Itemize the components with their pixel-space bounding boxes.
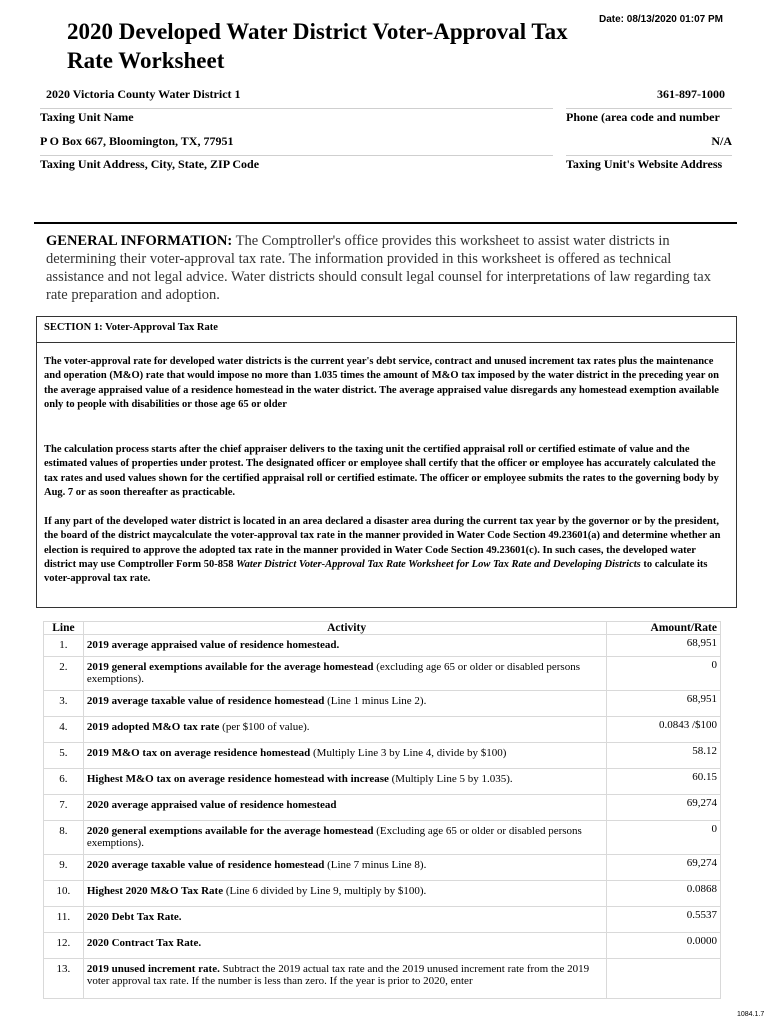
- activity-cell: [83, 795, 607, 821]
- amount-cell: 69,274: [607, 855, 721, 881]
- line-number: 6.: [44, 769, 84, 795]
- amount-cell: 0.0868: [607, 881, 721, 907]
- line-number: 8.: [44, 821, 84, 855]
- activity-label: 2019 general exemptions available for the average homestead: [86, 661, 374, 673]
- column-header-activity: Activity: [83, 622, 607, 635]
- section-divider: [34, 222, 737, 224]
- divider: [40, 155, 553, 156]
- amount-cell: 0: [607, 821, 721, 855]
- activity-cell: [83, 821, 607, 855]
- line-number: 10.: [44, 881, 84, 907]
- activity-label: 2020 average taxable value of residence homestead: [86, 859, 325, 871]
- table-row: [44, 769, 721, 795]
- worksheet-table: [43, 621, 721, 999]
- activity-cell: [83, 933, 607, 959]
- table-row: [44, 635, 721, 657]
- form-code: 1084.1.7: [737, 1011, 765, 1018]
- activity-cell: [83, 959, 607, 999]
- activity-cell: [83, 657, 607, 691]
- phone-value: 361-897-1000: [657, 87, 725, 101]
- website-value: N/A: [711, 134, 732, 148]
- amount-cell: 0.5537: [607, 907, 721, 933]
- table-row: [44, 959, 721, 999]
- general-heading: GENERAL INFORMATION:: [46, 233, 233, 249]
- activity-label: Highest M&O tax on average residence homestead with increase: [86, 773, 389, 785]
- amount-cell: 60.15: [607, 769, 721, 795]
- table-row: [44, 691, 721, 717]
- activity-label: 2019 M&O tax on average residence homestead: [86, 747, 311, 759]
- section-1-paragraph-1: The voter-approval rate for developed water districts is the current year's debt service, contract and unused increment tax rates plus the maintenance and operation (M&O) rate that would impose no more than 1.035 times the amount of M&O tax imposed by the water district in the preceding year on the average appraised value of a residence homestead in the water district. The average appraised value disregards any homestead exemption available only to people with disabilities or those age 65 or older: [44, 356, 719, 410]
- activity-cell: [83, 855, 607, 881]
- amount-cell: 58.12: [607, 743, 721, 769]
- line-number: 11.: [44, 907, 84, 933]
- amount-cell: 69,274: [607, 795, 721, 821]
- column-header-amount: Amount/Rate: [607, 622, 721, 635]
- amount-cell: 0: [607, 657, 721, 691]
- activity-description: (Multiply Line 3 by Line 4, divide by $100): [310, 747, 507, 759]
- amount-cell: 68,951: [607, 635, 721, 657]
- activity-description: Subtract the 2019 actual tax rate and the 2019 unused increment rate from the 2019 voter approval tax rate. If the number is less than zero. If the year is prior to 2020, enter: [86, 963, 590, 987]
- activity-label: 2019 average taxable value of residence homestead: [86, 695, 325, 707]
- form-title-italic: Water District Voter-Approval Tax Rate Worksheet for Low Tax Rate and Developing Districts: [236, 558, 641, 570]
- activity-description: (Line 1 minus Line 2).: [324, 695, 427, 707]
- date-stamp: Date: 08/13/2020 01:07 PM: [599, 14, 723, 25]
- divider: [566, 155, 732, 156]
- activity-cell: [83, 769, 607, 795]
- divider: [566, 108, 732, 109]
- general-information: [46, 232, 726, 304]
- table-row: [44, 795, 721, 821]
- activity-label: 2020 average appraised value of residence homestead: [86, 799, 337, 811]
- website-label: Taxing Unit's Website Address: [566, 157, 723, 171]
- line-number: 12.: [44, 933, 84, 959]
- activity-cell: [83, 881, 607, 907]
- section-divider: [37, 342, 735, 343]
- activity-description: (per $100 of value).: [219, 721, 310, 733]
- address-value: P O Box 667, Bloomington, TX, 77951: [40, 134, 234, 148]
- activity-description: (Excluding age 65 or older or disabled persons exemptions).: [86, 825, 582, 849]
- activity-cell: [83, 907, 607, 933]
- table-row: [44, 855, 721, 881]
- table-row: [44, 821, 721, 855]
- activity-cell: [83, 743, 607, 769]
- section-1-title: SECTION 1: Voter-Approval Tax Rate: [44, 322, 218, 333]
- amount-cell: [607, 959, 721, 999]
- table-row: [44, 743, 721, 769]
- activity-label: 2020 general exemptions available for the average homestead: [86, 825, 374, 837]
- table-row: [44, 907, 721, 933]
- activity-label: 2020 Contract Tax Rate.: [86, 937, 202, 949]
- amount-cell: 0.0000: [607, 933, 721, 959]
- line-number: 7.: [44, 795, 84, 821]
- line-number: 4.: [44, 717, 84, 743]
- table-row: [44, 657, 721, 691]
- section-1-paragraph-2: The calculation process starts after the chief appraiser delivers to the taxing unit the certified appraisal roll or certified estimate of value and the estimated values of properties under protest. The designated officer or employee shall certify that the officer or employee has accurately calculated the tax rates and used values shown for the certified appraisal roll or certified estimate. The officer or employee submits the rates to the governing body by Aug. 7 or as soon thereafter as practicable.: [44, 444, 719, 498]
- table-row: [44, 881, 721, 907]
- amount-cell: 0.0843 /$100: [607, 717, 721, 743]
- section-1-paragraph-3: [44, 515, 728, 586]
- activity-label: 2019 unused increment rate.: [86, 963, 220, 975]
- activity-label: 2019 average appraised value of residence homestead.: [86, 639, 340, 651]
- activity-label: 2020 Debt Tax Rate.: [86, 911, 182, 923]
- activity-label: Highest 2020 M&O Tax Rate: [86, 885, 224, 897]
- activity-label: 2019 adopted M&O tax rate: [86, 721, 220, 733]
- address-label: Taxing Unit Address, City, State, ZIP Code: [40, 157, 260, 171]
- amount-cell: 68,951: [607, 691, 721, 717]
- activity-description: (Line 7 minus Line 8).: [324, 859, 427, 871]
- divider: [40, 108, 553, 109]
- general-text: The Comptroller's office provides this worksheet to assist water districts in determining their voter-approval tax rate. The information provided in this worksheet is offered as technical assistance and not legal advice. Water districts should consult legal counsel for interpretations of law regarding tax rate preparation and adoption.: [46, 233, 711, 303]
- line-number: 5.: [44, 743, 84, 769]
- table-row: [44, 717, 721, 743]
- line-number: 13.: [44, 959, 84, 999]
- activity-description: (excluding age 65 or older or disabled persons exemptions).: [86, 661, 580, 685]
- column-header-line: Line: [44, 622, 84, 635]
- activity-cell: [83, 717, 607, 743]
- activity-cell: [83, 691, 607, 717]
- table-header-row: [44, 622, 721, 635]
- paragraph-3-text: If any part of the developed water district is located in an area declared a disaster area during the current tax year by the governor or by the president, the board of the district maycalculate the voter-approval tax rate in the manner provided in Water Code Section 49.23601(a) and determine whether an election is required to approve the adopted tax rate in the manner provided in Water Code Section 49.23601(c). In such cases, the developed water district may use Comptroller Form 50-858: [44, 516, 721, 570]
- taxing-unit-name-label: Taxing Unit Name: [40, 110, 134, 124]
- taxing-unit-name-value: 2020 Victoria County Water District 1: [46, 87, 241, 101]
- phone-label: Phone (area code and number: [566, 110, 720, 124]
- line-number: 3.: [44, 691, 84, 717]
- page-title: 2020 Developed Water District Voter-Approval Tax Rate Worksheet: [67, 19, 568, 73]
- line-number: 2.: [44, 657, 84, 691]
- activity-cell: [83, 635, 607, 657]
- activity-description: (Multiply Line 5 by 1.035).: [388, 773, 513, 785]
- line-number: 9.: [44, 855, 84, 881]
- table-row: [44, 933, 721, 959]
- activity-description: (Line 6 divided by Line 9, multiply by $100).: [223, 885, 427, 897]
- line-number: 1.: [44, 635, 84, 657]
- paragraph-3-text-end: to calculate its voter-approval tax rate.: [44, 558, 708, 585]
